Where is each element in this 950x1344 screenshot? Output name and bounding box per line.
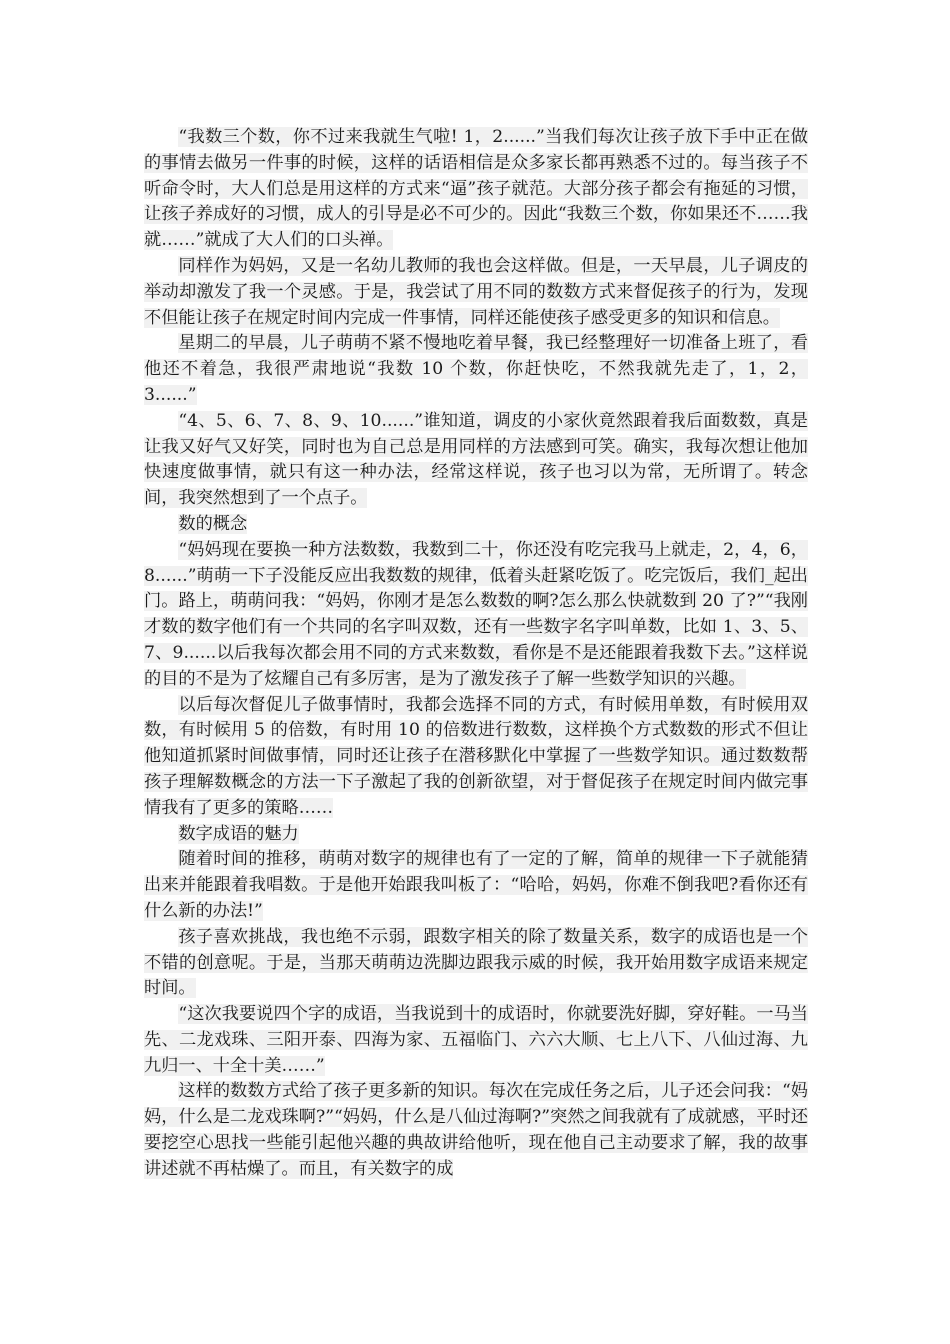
paragraph-idiom-idea bbox=[144, 925, 808, 1002]
paragraph-counting-along bbox=[144, 409, 808, 512]
section-heading-text: 数的概念 bbox=[178, 513, 248, 534]
section-heading-number-concept bbox=[144, 512, 808, 538]
paragraph-text: 这样的数数方式给了孩子更多新的知识。每次在完成任务之后，儿子还会问我：“妈妈，什么是二龙戏珠啊?”“妈妈，什么是八仙过海啊?”突然之间我就有了成就感，平时还要挖空心思找一些能引起他兴趣的典故讲给他听，现在他自己主动要求了解，我的故事讲述就不再枯燥了。而且，有关数字的成 bbox=[144, 1081, 808, 1179]
paragraph-text: 星期二的早晨，儿子萌萌不紧不慢地吃着早餐，我已经整理好一切准备上班了，看他还不着急，我很严肃地说“我数 10 个数，你赶快吃，不然我就先走了，1，2，3......” bbox=[144, 333, 808, 405]
paragraph-text: 同样作为妈妈，又是一名幼儿教师的我也会这样做。但是，一天早晨，儿子调皮的举动却激发了我一个灵感。于是，我尝试了用不同的数数方式来督促孩子的行为，发现不但能让孩子在规定时间内完成一件事情，同样还能使孩子感受更多的知识和信息。 bbox=[144, 255, 808, 328]
paragraph-text: 以后每次督促儿子做事情时，我都会选择不同的方式，有时候用单数，有时候用双数，有时候用 5 的倍数，有时用 10 的倍数进行数数，这样换个方式数数的形式不但让他知道抓紧时间做事情，同时还让孩子在潜移默化中掌握了一些数学知识。通过数数帮孩子理解数概念的方法一下子激起了我的创新欲望，对于督促孩子在规定时间内做完事情我有了更多的策略…… bbox=[144, 694, 808, 818]
document-body bbox=[144, 125, 808, 1183]
paragraph-text: 随着时间的推移，萌萌对数字的规律也有了一定的了解，简单的规律一下子就能猜出来并能跟着我唱数。于是他开始跟我叫板了：“哈哈，妈妈，你难不倒我吧?看你还有什么新的办法!” bbox=[144, 849, 808, 921]
paragraph-idiom-list bbox=[144, 1002, 808, 1079]
paragraph-new-knowledge bbox=[144, 1079, 808, 1182]
paragraph-text: 孩子喜欢挑战，我也绝不示弱，跟数字相关的除了数量关系，数字的成语也是一个不错的创意呢。于是，当那天萌萌边洗脚边跟我示威的时候，我开始用数字成语来规定时间。 bbox=[144, 926, 808, 999]
paragraph-text: “这次我要说四个字的成语，当我说到十的成语时，你就要洗好脚，穿好鞋。一马当先、二龙戏珠、三阳开泰、四海为家、五福临门、六六大顺、七上八下、八仙过海、九九归一、十全十美……” bbox=[144, 1004, 808, 1076]
paragraph-different-ways bbox=[144, 693, 808, 822]
section-heading-text: 数字成语的魅力 bbox=[178, 823, 299, 844]
paragraph-challenge bbox=[144, 847, 808, 924]
paragraph-inspiration bbox=[144, 254, 808, 331]
section-heading-idioms bbox=[144, 822, 808, 848]
paragraph-tuesday-morning bbox=[144, 331, 808, 408]
paragraph-text: “妈妈现在要换一种方法数数，我数到二十，你还没有吃完我马上就走，2，4，6，8......”萌萌一下子没能反应出我数数的规律，低着头赶紧吃饭了。吃完饭后，我们_起出门。路上，萌萌问我：“妈妈，你刚才是怎么数数的啊?怎么那么快就数到 20 了?”“我刚才数的数字他们有一个共同的名字叫双数，还有一些数字名字叫单数，比如 1、3、5、7、9......以后我每次都会用不同的方式来数数，看你是不是还能跟着我数下去。”这样说的目的不是为了炫耀自己有多厉害，是为了激发孩子了解一些数学知识的兴趣。 bbox=[144, 539, 808, 689]
paragraph-even-numbers bbox=[144, 538, 808, 693]
paragraph-text: “4、5、6、7、8、9、10......”谁知道，调皮的小家伙竟然跟着我后面数数，真是让我又好气又好笑，同时也为自己总是用同样的方法感到可笑。确实，我每次想让他加快速度做事情，就只有这一种办法，经常这样说，孩子也习以为常，无所谓了。转念间，我突然想到了一个点子。 bbox=[144, 410, 808, 509]
paragraph-intro bbox=[144, 125, 808, 254]
paragraph-text: “我数三个数，你不过来我就生气啦! 1，2......”当我们每次让孩子放下手中正在做的事情去做另一件事的时候，这样的话语相信是众多家长都再熟悉不过的。每当孩子不听命令时，大人们总是用这样的方式来“逼”孩子就范。大部分孩子都会有拖延的习惯，让孩子养成好的习惯，成人的引导是必不可少的。因此“我数三个数，你如果还不……我就……”就成了大人们的口头禅。 bbox=[144, 127, 808, 251]
